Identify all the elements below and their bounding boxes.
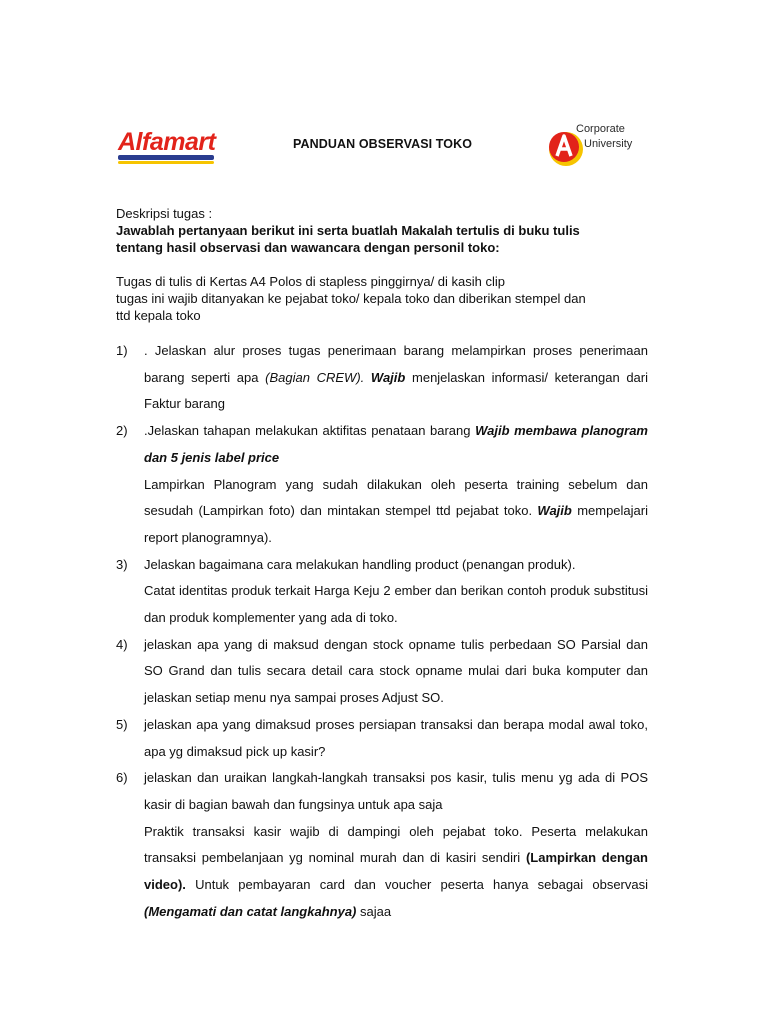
note-line: ttd kepala toko [116, 308, 201, 323]
task-text: .Jelaskan tahapan melakukan aktifitas penataan barang [144, 423, 476, 439]
task-text-italic: (Bagian CREW). [265, 369, 365, 385]
task-number: 4) [116, 636, 128, 652]
task-item [116, 765, 648, 925]
task-text-bold: (Lampirkan dengan video). [144, 850, 648, 893]
task-text: menjelaskan informasi/ keterangan dari Faktur barang [144, 369, 649, 412]
logo-text-mart: mart [163, 128, 216, 156]
logo-text-corporate: Corporate [576, 123, 625, 135]
document-body [116, 205, 648, 925]
task-text: Untuk pembayaran card dan voucher peserta hanya sebagai observasi [185, 877, 648, 893]
logo-yellow-stripe [118, 161, 214, 164]
document-header [0, 120, 768, 180]
task-text-emphasis: Wajib [537, 503, 572, 519]
task-notes [116, 273, 648, 324]
task-text: Praktik transaksi kasir wajib di dampingi oleh pejabat toko. Peserta melakukan transaksi pembelanjaan yg nominal murah dan di kasiri sendiri [144, 823, 648, 866]
task-number: 3) [116, 556, 128, 572]
logo-text-university: University [584, 138, 633, 150]
task-list [116, 338, 648, 925]
task-text [364, 370, 371, 385]
description-line: Jawablah pertanyaan berikut ini serta buatlah Makalah tertulis di buku tulis [116, 223, 580, 238]
task-text: Lampirkan Planogram yang sudah dilakukan oleh peserta training sebelum dan sesudah (Lampirkan foto) dan mintakan stempel ttd pejabat toko. [144, 476, 648, 519]
task-text: Jelaskan bagaimana cara melakukan handling product (penangan produk). [144, 556, 576, 572]
description-line: tentang hasil observasi dan wawancara dengan personil toko: [116, 240, 500, 255]
note-line: Tugas di tulis di Kertas A4 Polos di stapless pinggirnya/ di kasih clip [116, 274, 505, 289]
task-text-emphasis: (Mengamati dan catat langkahnya) [144, 903, 357, 919]
task-text: mempelajari report planogramnya). [144, 503, 648, 545]
task-item [116, 338, 648, 418]
corporate-university-logo [546, 123, 646, 173]
task-item [116, 552, 648, 632]
task-text: sajaa [356, 903, 392, 919]
task-item [116, 712, 648, 765]
task-text: jelaskan apa yang dimaksud proses persiapan transaksi dan berapa modal awal toko, apa yg dimaksud pick up kasir? [144, 716, 648, 759]
task-number: 1) [116, 343, 128, 358]
note-line: tugas ini wajib ditanyakan ke pejabat toko/ kepala toko dan diberikan stempel dan [116, 291, 586, 306]
task-text: jelaskan apa yang di maksud dengan stock opname tulis perbedaan SO Parsial dan SO Grand dan tulis secara detail cara stock opname mulai dari buka komputer dan jelaskan setiap menu nya sampai proses Adjust SO. [144, 636, 648, 706]
document-title: PANDUAN OBSERVASI TOKO [293, 137, 473, 151]
task-number: 2) [116, 423, 128, 439]
task-item [116, 632, 648, 712]
task-text-emphasis: Wajib membawa planogram dan 5 jenis label price [144, 423, 648, 465]
task-text: jelaskan dan uraikan langkah-langkah transaksi pos kasir, tulis menu yg ada di POS kasir di bagian bawah dan fungsinya untuk apa saja [144, 770, 648, 812]
task-text-emphasis: Wajib [370, 369, 406, 385]
alfamart-logo [118, 128, 215, 164]
task-text: . Jelaskan alur proses tugas penerimaan barang melampirkan proses penerimaan barang seperti apa [144, 343, 648, 385]
task-number: 5) [116, 716, 128, 732]
description-heading: Deskripsi tugas : [116, 206, 213, 221]
logo-text-alfa: Alfa [118, 128, 164, 156]
task-description [116, 205, 648, 256]
task-item [116, 418, 648, 552]
task-text: Catat identitas produk terkait Harga Keju 2 ember dan berikan contoh produk substitusi dan produk komplementer yang ada di toko. [144, 583, 648, 626]
task-number: 6) [116, 770, 128, 786]
